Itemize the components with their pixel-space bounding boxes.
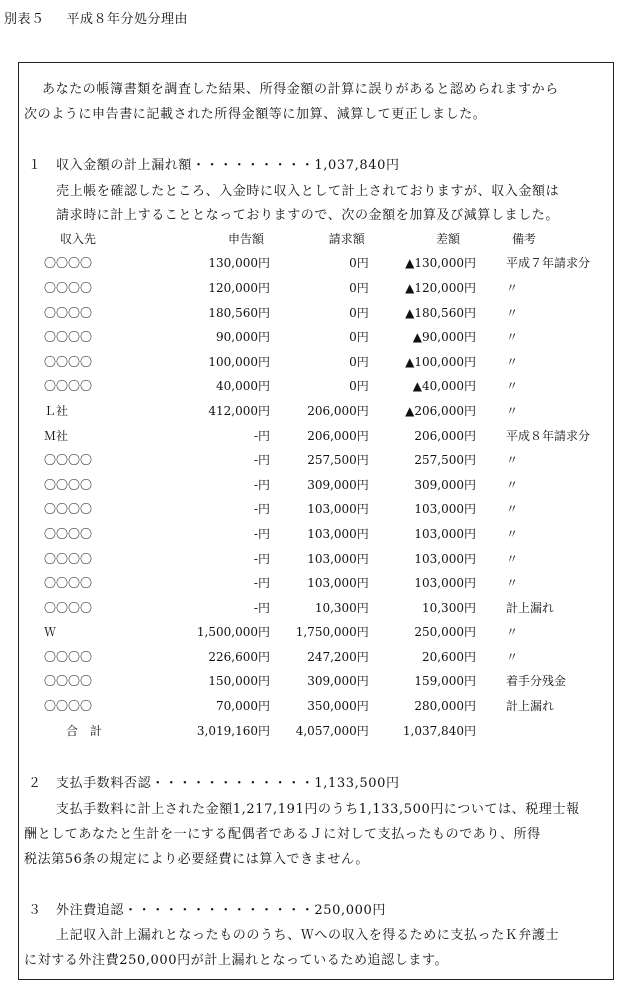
remarks-cell: 〃 xyxy=(505,280,518,295)
declared-amount-cell: 180,560円 xyxy=(208,305,270,320)
declared-amount-cell: -円 xyxy=(253,428,270,443)
table-row xyxy=(44,324,625,349)
remarks-cell: 〃 xyxy=(505,453,518,468)
difference-cell: 206,000円 xyxy=(414,428,476,443)
declared-amount-cell: 40,000円 xyxy=(215,379,270,394)
payer-cell: 〇〇〇〇 xyxy=(44,526,93,541)
billed-amount-cell: 103,000円 xyxy=(307,502,369,517)
section-2-body-line-2: 酬としてあなたと生計を一にする配偶者であるＪに対して支払ったものであり、所得 xyxy=(24,827,541,842)
table-row xyxy=(44,644,625,669)
declared-amount-cell: -円 xyxy=(253,453,270,468)
section-2-body-line-3: 税法第56条の規定により必要経費には算入できません。 xyxy=(24,852,369,867)
remarks-cell: 〃 xyxy=(505,526,518,541)
billed-amount-cell: 247,200円 xyxy=(307,649,369,664)
remarks-cell: 平成８年請求分 xyxy=(505,428,590,443)
table-row xyxy=(44,300,625,325)
table-body xyxy=(44,251,625,743)
document-title: 平成８年分処分理由 xyxy=(66,12,189,27)
table-row xyxy=(44,546,625,571)
table-row xyxy=(44,570,625,595)
declared-amount-cell: 120,000円 xyxy=(208,280,270,295)
table-row xyxy=(44,595,625,620)
section-3-body-line-1: 上記収入計上漏れとなったもののうち、Ｗへの収入を得るために支払ったＫ弁護士 xyxy=(56,928,560,943)
difference-cell: ▲130,000円 xyxy=(405,256,476,271)
total-remarks-cell xyxy=(476,718,625,743)
billed-amount-cell: 10,300円 xyxy=(314,600,369,615)
section-3-body-line-2: に対する外注費250,000円が計上漏れとなっているため追認します。 xyxy=(24,953,449,968)
billed-amount-cell: 350,000円 xyxy=(307,699,369,714)
billed-amount-cell: 0円 xyxy=(349,354,369,369)
declared-amount-cell: 1,500,000円 xyxy=(196,625,270,640)
remarks-cell: 〃 xyxy=(505,576,518,591)
payer-cell: 〇〇〇〇 xyxy=(44,256,93,271)
difference-cell: ▲90,000円 xyxy=(412,330,476,345)
declared-amount-cell: -円 xyxy=(253,526,270,541)
total-payer-cell: 合 計 xyxy=(66,723,103,738)
difference-cell: 309,000円 xyxy=(414,477,476,492)
table-row xyxy=(44,693,625,718)
intro-line-2: 次のように申告書に記載された所得金額等に加算、減算して更正しました。 xyxy=(24,107,487,122)
section-1-body-line-2: 請求時に計上することとなっておりますので、次の金額を加算及び減算しました。 xyxy=(56,208,559,223)
difference-cell: 103,000円 xyxy=(414,502,476,517)
section-2-number: ２ xyxy=(28,776,42,791)
section-1-heading: 収入金額の計上漏れ額・・・・・・・・・1,037,840円 xyxy=(56,158,400,173)
difference-cell: 10,300円 xyxy=(421,600,476,615)
total-declared-amount-cell: 3,019,160円 xyxy=(196,723,270,738)
total-billed-amount-cell: 4,057,000円 xyxy=(295,723,369,738)
billed-amount-cell: 0円 xyxy=(349,280,369,295)
section-1-number: １ xyxy=(28,158,42,173)
billed-amount-cell: 103,000円 xyxy=(307,526,369,541)
header-remarks: 備考 xyxy=(511,231,536,246)
table-row xyxy=(44,497,625,522)
difference-cell: 103,000円 xyxy=(414,576,476,591)
declared-amount-cell: 412,000円 xyxy=(208,403,270,418)
remarks-cell: 平成７年請求分 xyxy=(505,256,590,271)
payer-cell: 〇〇〇〇 xyxy=(44,330,93,345)
table-row xyxy=(44,349,625,374)
difference-cell: ▲100,000円 xyxy=(405,354,476,369)
header-billed: 請求額 xyxy=(328,231,365,246)
billed-amount-cell: 0円 xyxy=(349,379,369,394)
table-row xyxy=(44,521,625,546)
header-declared: 申告額 xyxy=(227,231,264,246)
table-row xyxy=(44,447,625,472)
income-table xyxy=(44,226,625,742)
difference-cell: ▲120,000円 xyxy=(405,280,476,295)
difference-cell: 20,600円 xyxy=(421,649,476,664)
difference-cell: 250,000円 xyxy=(414,625,476,640)
appendix-label: 別表５ xyxy=(4,12,45,27)
remarks-cell: 〃 xyxy=(505,649,518,664)
difference-cell: 103,000円 xyxy=(414,551,476,566)
declared-amount-cell: 226,600円 xyxy=(208,649,270,664)
billed-amount-cell: 0円 xyxy=(349,256,369,271)
difference-cell: ▲40,000円 xyxy=(412,379,476,394)
payer-cell: 〇〇〇〇 xyxy=(44,453,93,468)
remarks-cell: 〃 xyxy=(505,330,518,345)
declared-amount-cell: 90,000円 xyxy=(215,330,270,345)
remarks-cell: 計上漏れ xyxy=(505,699,554,714)
payer-cell: 〇〇〇〇 xyxy=(44,354,93,369)
remarks-cell: 計上漏れ xyxy=(505,600,554,615)
billed-amount-cell: 309,000円 xyxy=(307,477,369,492)
declared-amount-cell: 70,000円 xyxy=(215,699,270,714)
billed-amount-cell: 309,000円 xyxy=(307,674,369,689)
table-row xyxy=(44,472,625,497)
header-payer: 収入先 xyxy=(60,231,97,246)
declared-amount-cell: 150,000円 xyxy=(208,674,270,689)
section-3-heading: 外注費追認・・・・・・・・・・・・・・250,000円 xyxy=(56,903,386,918)
table-header-row xyxy=(44,226,625,251)
section-1-body-line-1: 売上帳を確認したところ、入金時に収入として計上されておりますが、収入金額は xyxy=(56,184,560,199)
declared-amount-cell: -円 xyxy=(253,477,270,492)
payer-cell: Ｍ社 xyxy=(44,428,69,443)
declared-amount-cell: -円 xyxy=(253,576,270,591)
payer-cell: 〇〇〇〇 xyxy=(44,699,93,714)
difference-cell: ▲180,560円 xyxy=(405,305,476,320)
remarks-cell: 〃 xyxy=(505,403,518,418)
difference-cell: 103,000円 xyxy=(414,526,476,541)
total-difference-cell: 1,037,840円 xyxy=(402,723,476,738)
document-header xyxy=(4,8,188,27)
difference-cell: 257,500円 xyxy=(414,453,476,468)
remarks-cell: 着手分残金 xyxy=(505,674,566,689)
section-3-number: ３ xyxy=(28,903,42,918)
remarks-cell: 〃 xyxy=(505,625,518,640)
payer-cell: Ｌ社 xyxy=(44,403,69,418)
payer-cell: 〇〇〇〇 xyxy=(44,502,93,517)
payer-cell: 〇〇〇〇 xyxy=(44,674,93,689)
payer-cell: 〇〇〇〇 xyxy=(44,280,93,295)
declared-amount-cell: 100,000円 xyxy=(208,354,270,369)
payer-cell: 〇〇〇〇 xyxy=(44,305,93,320)
table-row xyxy=(44,275,625,300)
table-row xyxy=(44,669,625,694)
declared-amount-cell: 130,000円 xyxy=(208,256,270,271)
billed-amount-cell: 206,000円 xyxy=(307,403,369,418)
payer-cell: 〇〇〇〇 xyxy=(44,600,93,615)
declared-amount-cell: -円 xyxy=(253,600,270,615)
difference-cell: 159,000円 xyxy=(414,674,476,689)
section-2-body-line-1: 支払手数料に計上された金額1,217,191円のうち1,133,500円については、税理士報 xyxy=(56,802,580,817)
difference-cell: ▲206,000円 xyxy=(405,403,476,418)
payer-cell: 〇〇〇〇 xyxy=(44,551,93,566)
billed-amount-cell: 206,000円 xyxy=(307,428,369,443)
declared-amount-cell: -円 xyxy=(253,502,270,517)
section-2-heading: 支払手数料否認・・・・・・・・・・・・1,133,500円 xyxy=(56,776,400,791)
difference-cell: 280,000円 xyxy=(414,699,476,714)
payer-cell: 〇〇〇〇 xyxy=(44,477,93,492)
table-row xyxy=(44,423,625,448)
remarks-cell: 〃 xyxy=(505,354,518,369)
remarks-cell: 〃 xyxy=(505,477,518,492)
table-row xyxy=(44,251,625,276)
billed-amount-cell: 1,750,000円 xyxy=(295,625,369,640)
billed-amount-cell: 0円 xyxy=(349,305,369,320)
remarks-cell: 〃 xyxy=(505,551,518,566)
table-row xyxy=(44,620,625,645)
table-row xyxy=(44,374,625,399)
billed-amount-cell: 103,000円 xyxy=(307,551,369,566)
payer-cell: 〇〇〇〇 xyxy=(44,379,93,394)
billed-amount-cell: 103,000円 xyxy=(307,576,369,591)
intro-line-1: あなたの帳簿書類を調査した結果、所得金額の計算に誤りがあると認められますから xyxy=(42,82,559,97)
remarks-cell: 〃 xyxy=(505,502,518,517)
remarks-cell: 〃 xyxy=(505,305,518,320)
payer-cell: Ｗ xyxy=(44,625,57,640)
remarks-cell: 〃 xyxy=(505,379,518,394)
payer-cell: 〇〇〇〇 xyxy=(44,649,93,664)
table-row xyxy=(44,398,625,423)
header-difference: 差額 xyxy=(435,231,460,246)
billed-amount-cell: 0円 xyxy=(349,330,369,345)
payer-cell: 〇〇〇〇 xyxy=(44,576,93,591)
table-total-row xyxy=(44,718,625,743)
declared-amount-cell: -円 xyxy=(253,551,270,566)
billed-amount-cell: 257,500円 xyxy=(307,453,369,468)
